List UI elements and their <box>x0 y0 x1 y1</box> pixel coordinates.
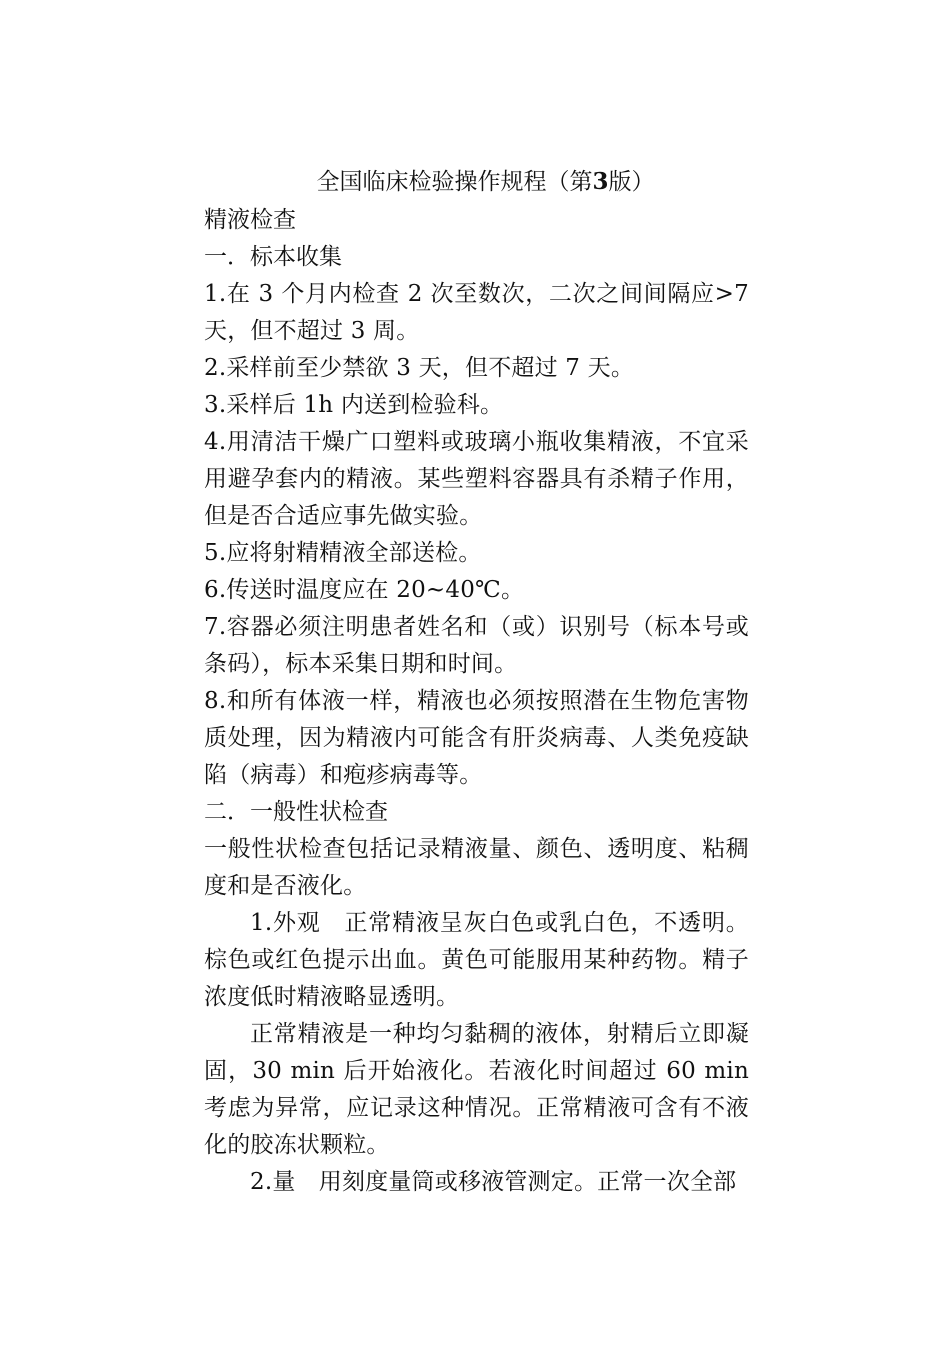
part2-intro: 一般性状检查包括记录精液量、颜色、透明度、粘稠度和是否液化。 <box>204 836 749 899</box>
part2-paragraph-appearance: 1.外观 正常精液呈灰白色或乳白色，不透明。棕色或红色提示出血。黄色可能服用某种药物。精子浓度低时精液略显透明。 <box>204 910 749 1010</box>
part1-item-6: 6.传送时温度应在 20~40℃。 <box>204 577 525 603</box>
title-edition: 3 <box>592 168 609 195</box>
section-title: 精液检查 <box>204 207 296 233</box>
title-suffix: 版） <box>608 169 655 195</box>
part2-paragraph-liquefaction: 正常精液是一种均匀黏稠的液体，射精后立即凝固，30 min 后开始液化。若液化时间超过 60 min 考虑为异常，应记录这种情况。正常精液可含有不液化的胶冻状颗粒。 <box>204 1021 749 1158</box>
part1-item-3: 3.采样后 1h 内送到检验科。 <box>204 392 504 418</box>
part1-item-7: 7.容器必须注明患者姓名和（或）识别号（标本号或条码），标本采集日期和时间。 <box>204 614 749 677</box>
part2-heading: 二．一般性状检查 <box>204 799 388 825</box>
part2-paragraph-volume: 2.量 用刻度量筒或移液管测定。正常一次全部 <box>250 1169 737 1195</box>
document-body <box>204 162 749 1201</box>
part1-heading: 一．标本收集 <box>204 244 342 270</box>
part1-item-8: 8.和所有体液一样，精液也必须按照潜在生物危害物质处理，因为精液内可能含有肝炎病毒、人类免疫缺陷（病毒）和疱疹病毒等。 <box>204 688 749 788</box>
part1-item-5: 5.应将射精精液全部送检。 <box>204 540 482 566</box>
part1-item-2: 2.采样前至少禁欲 3 天，但不超过 7 天。 <box>204 355 635 381</box>
part1-item-1: 1.在 3 个月内检查 2 次至数次，二次之间间隔应>7 天，但不超过 3 周。 <box>204 281 749 344</box>
part1-item-4: 4.用清洁干燥广口塑料或玻璃小瓶收集精液，不宜采用避孕套内的精液。某些塑料容器具有杀精子作用，但是否合适应事先做实验。 <box>204 429 749 529</box>
document-title <box>204 162 749 202</box>
title-prefix: 全国临床检验操作规程（第 <box>316 169 593 195</box>
